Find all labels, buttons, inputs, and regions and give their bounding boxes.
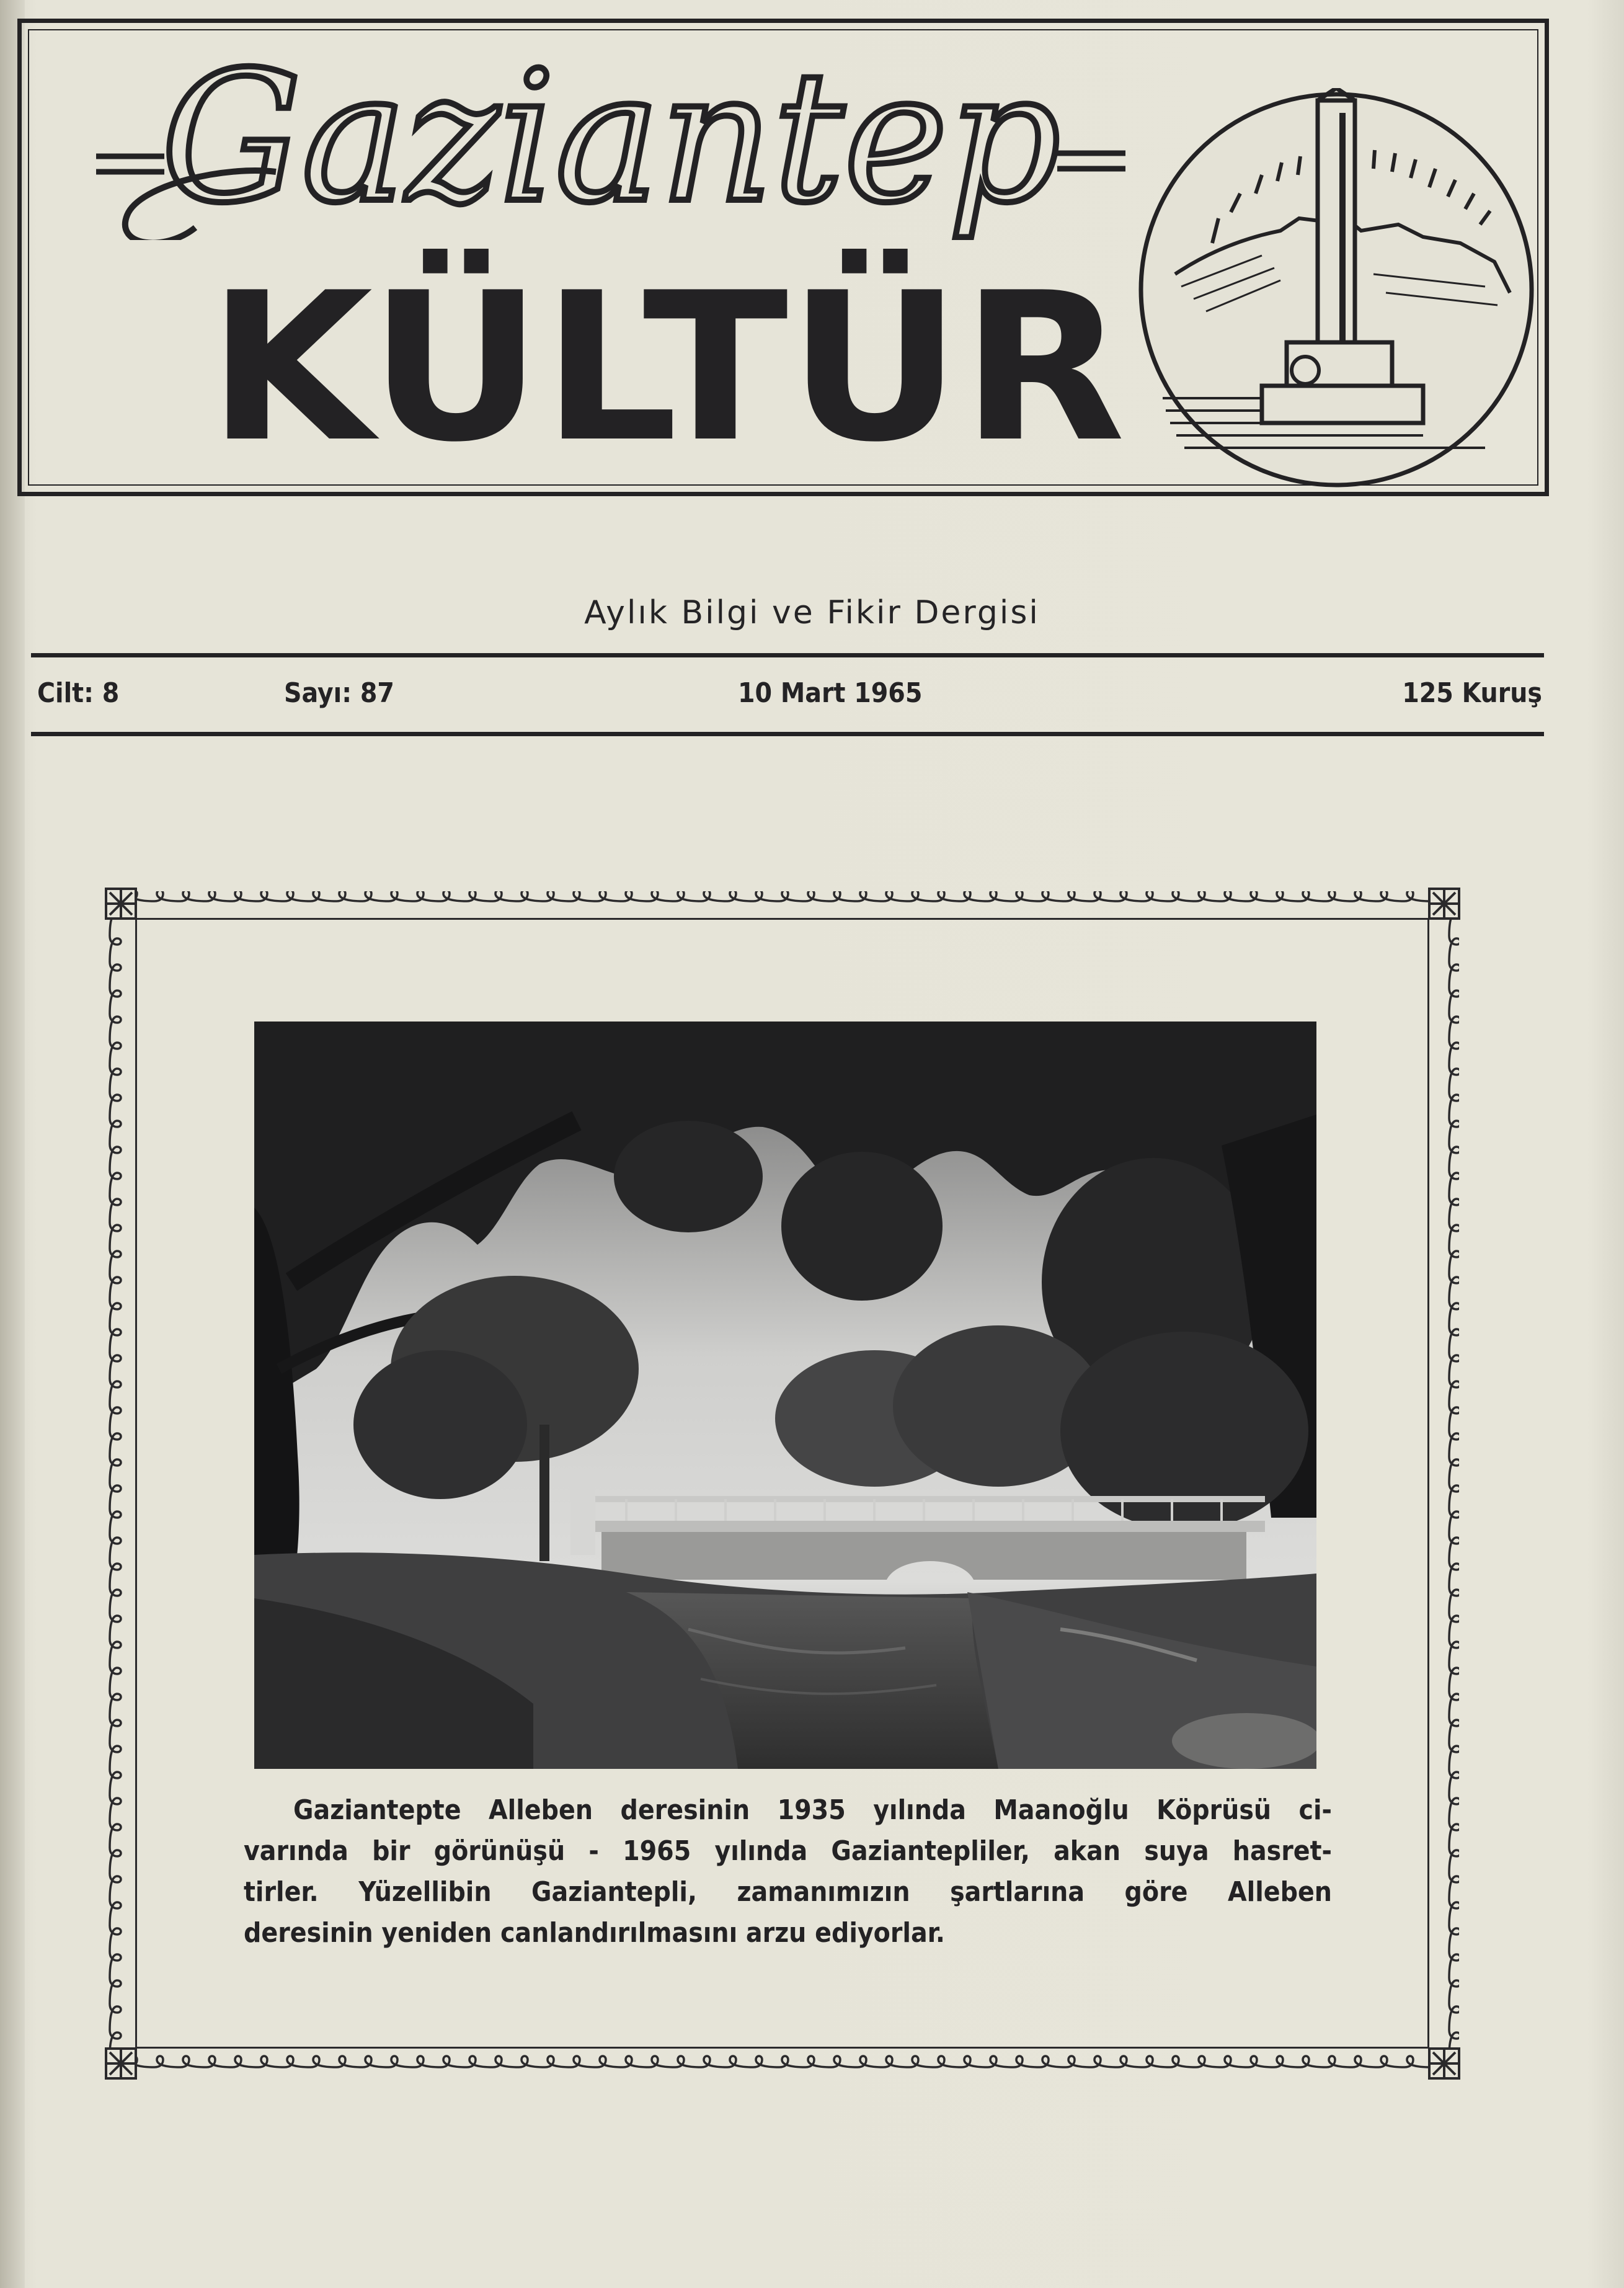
- bottom-rule: [31, 732, 1544, 736]
- monument-emblem: [1138, 88, 1535, 491]
- issue-date-label: 10 Mart 1965: [738, 677, 923, 709]
- volume-label: Cilt: 8: [37, 677, 120, 709]
- block-title-logo: [208, 240, 1262, 463]
- issue-number-label: Sayı: 87: [284, 677, 394, 709]
- masthead: [17, 19, 1549, 496]
- caption-line: deresinin yeniden canlandırılmasını arzu ediyorlar.: [244, 1917, 945, 1949]
- creek-bridge-photo: [254, 1022, 1316, 1769]
- script-title-text: Gaziantep: [161, 48, 1060, 240]
- price-label: 125 Kuruş: [1402, 677, 1542, 709]
- top-rule: [31, 653, 1544, 657]
- block-title-text: KÜLTÜR: [208, 249, 1089, 463]
- subtitle: Aylık Bilgi ve Fikir Dergisi: [584, 594, 1040, 631]
- photo-caption: [244, 1790, 1332, 1954]
- caption-line: Gaziantepte Alleben deresinin 1935 yılında Maanoğlu Köprüsü ci-: [293, 1794, 1332, 1826]
- script-title-logo: [90, 48, 1132, 240]
- caption-line: varında bir görünüşü - 1965 yılında Gaziantepliler, akan suya hasret-: [244, 1835, 1332, 1867]
- caption-line: tirler. Yüzellibin Gaziantepli, zamanımızın şartlarına göre Alleben: [244, 1876, 1332, 1908]
